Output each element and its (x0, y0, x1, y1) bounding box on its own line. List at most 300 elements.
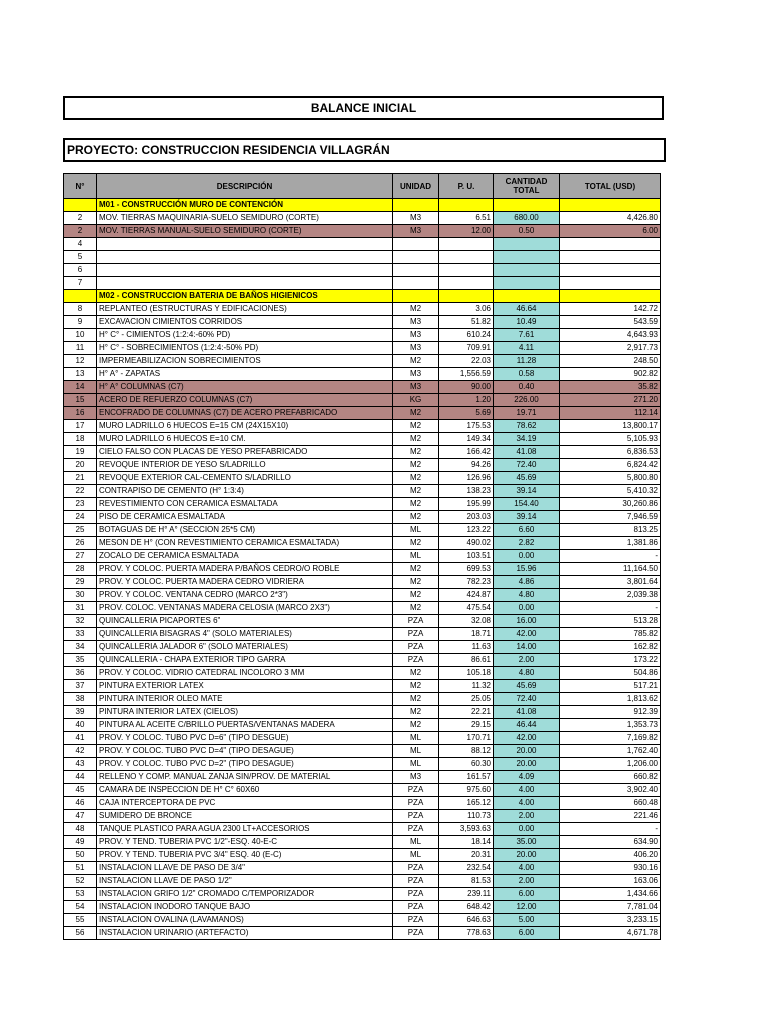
cell-description: QUINCALLERIA JALADOR 6" (SOLO MATERIALES) (97, 641, 393, 654)
cell-unit: M2 (393, 485, 439, 498)
cell-num: 56 (64, 927, 97, 940)
cell-quantity: 72.40 (494, 693, 560, 706)
table-row (64, 719, 661, 732)
cell-total: 3,902.40 (560, 784, 661, 797)
cell-num: 44 (64, 771, 97, 784)
cell-unit (393, 290, 439, 303)
table-row (64, 654, 661, 667)
cell-total: 5,105.93 (560, 433, 661, 446)
header-unit: UNIDAD (393, 174, 439, 199)
cell-total: 912.39 (560, 706, 661, 719)
cell-unit-price: 123.22 (439, 524, 494, 537)
cell-unit: M2 (393, 511, 439, 524)
table-row (64, 368, 661, 381)
header-description: DESCRIPCIÓN (97, 174, 393, 199)
cell-total: 660.48 (560, 797, 661, 810)
cell-description: REPLANTEO (ESTRUCTURAS Y EDIFICACIONES) (97, 303, 393, 316)
table-row (64, 420, 661, 433)
cell-unit-price: 60.30 (439, 758, 494, 771)
cell-unit: M2 (393, 680, 439, 693)
cell-unit-price: 475.54 (439, 602, 494, 615)
cell-total: 6,824.42 (560, 459, 661, 472)
cell-description: RELLENO Y COMP. MANUAL ZANJA SIN/PROV. DE MATERIAL (97, 771, 393, 784)
cell-total: 1,206.00 (560, 758, 661, 771)
cell-num: 28 (64, 563, 97, 576)
cell-quantity: 15.96 (494, 563, 560, 576)
cell-unit: PZA (393, 888, 439, 901)
cell-num: 48 (64, 823, 97, 836)
cell-description: MURO LADRILLO 6 HUECOS E=10 CM. (97, 433, 393, 446)
cell-num: 40 (64, 719, 97, 732)
cell-unit: M2 (393, 446, 439, 459)
cell-total (560, 238, 661, 251)
cell-num: 22 (64, 485, 97, 498)
cell-unit-price: 195.99 (439, 498, 494, 511)
cell-quantity: 45.69 (494, 472, 560, 485)
table-row (64, 355, 661, 368)
cell-num: 2 (64, 225, 97, 238)
cell-unit-price: 22.21 (439, 706, 494, 719)
table-row (64, 797, 661, 810)
cell-description: REVOQUE INTERIOR DE YESO S/LADRILLO (97, 459, 393, 472)
cell-num: 24 (64, 511, 97, 524)
table-row (64, 264, 661, 277)
cell-description: PROV. Y COLOC. VENTANA CEDRO (MARCO 2*3") (97, 589, 393, 602)
cell-total: 6,836.53 (560, 446, 661, 459)
cell-description: PROV. Y COLOC. PUERTA MADERA CEDRO VIDRIERA (97, 576, 393, 589)
cell-description: INSTALACION OVALINA (LAVAMANOS) (97, 914, 393, 927)
cell-total: 30,260.86 (560, 498, 661, 511)
cell-total: 7,946.59 (560, 511, 661, 524)
cell-description: IMPERMEABILIZACION SOBRECIMIENTOS (97, 355, 393, 368)
cell-quantity: 7.61 (494, 329, 560, 342)
cell-quantity: 20.00 (494, 745, 560, 758)
cell-unit: PZA (393, 628, 439, 641)
table-row (64, 589, 661, 602)
cell-unit-price: 1.20 (439, 394, 494, 407)
cell-total: 2,039.38 (560, 589, 661, 602)
cell-unit-price: 25.05 (439, 693, 494, 706)
cell-total: 504.86 (560, 667, 661, 680)
cell-num: 45 (64, 784, 97, 797)
cell-description: EXCAVACION CIMIENTOS CORRIDOS (97, 316, 393, 329)
cell-num: 11 (64, 342, 97, 355)
cell-description: PROV. Y COLOC. TUBO PVC D=2" (TIPO DESAGUE) (97, 758, 393, 771)
table-row (64, 771, 661, 784)
table-row (64, 680, 661, 693)
cell-total: 3,801.64 (560, 576, 661, 589)
cell-num: 53 (64, 888, 97, 901)
cell-total: 1,434.66 (560, 888, 661, 901)
cell-unit-price (439, 238, 494, 251)
cell-unit-price: 88.12 (439, 745, 494, 758)
cell-quantity: 6.00 (494, 888, 560, 901)
cell-num: 16 (64, 407, 97, 420)
cell-unit-price: 1,556.59 (439, 368, 494, 381)
cell-quantity: 42.00 (494, 732, 560, 745)
cell-description: PISO DE CERAMICA ESMALTADA (97, 511, 393, 524)
cell-quantity: 14.00 (494, 641, 560, 654)
cell-unit-price: 20.31 (439, 849, 494, 862)
table-row (64, 342, 661, 355)
cell-total: 1,813.62 (560, 693, 661, 706)
cell-quantity: 11.28 (494, 355, 560, 368)
cell-total: 2,917.73 (560, 342, 661, 355)
table-row (64, 303, 661, 316)
table-row (64, 394, 661, 407)
table-row (64, 901, 661, 914)
table-row (64, 602, 661, 615)
cell-total (560, 251, 661, 264)
table-row (64, 316, 661, 329)
table-row (64, 927, 661, 940)
cell-num: 42 (64, 745, 97, 758)
cell-quantity: 41.08 (494, 446, 560, 459)
cell-total: 11,164.50 (560, 563, 661, 576)
cell-description: PROV. Y COLOC. TUBO PVC D=6" (TIPO DESGUE) (97, 732, 393, 745)
header-unit-price: P. U. (439, 174, 494, 199)
cell-unit-price (439, 290, 494, 303)
cell-num: 13 (64, 368, 97, 381)
cell-description: PINTURA INTERIOR LATEX (CIELOS) (97, 706, 393, 719)
cell-description: H° C° - SOBRECIMIENTOS (1:2:4:-50% PD) (97, 342, 393, 355)
cell-total: 513.28 (560, 615, 661, 628)
table-row (64, 498, 661, 511)
cell-description: QUINCALLERIA PICAPORTES 6" (97, 615, 393, 628)
cell-quantity: 2.00 (494, 810, 560, 823)
cell-quantity: 39.14 (494, 511, 560, 524)
cell-unit-price: 149.34 (439, 433, 494, 446)
cell-unit: PZA (393, 797, 439, 810)
cell-unit: PZA (393, 615, 439, 628)
table-row (64, 524, 661, 537)
cell-quantity: 680.00 (494, 212, 560, 225)
section-row (64, 290, 661, 303)
cell-unit: M2 (393, 602, 439, 615)
cell-num: 50 (64, 849, 97, 862)
cell-num: 55 (64, 914, 97, 927)
cell-num: 18 (64, 433, 97, 446)
cell-unit-price: 81.53 (439, 875, 494, 888)
cell-description: ACERO DE REFUERZO COLUMNAS (C7) (97, 394, 393, 407)
cell-total: 7,781.04 (560, 901, 661, 914)
cell-num (64, 199, 97, 212)
cell-unit-price: 29.15 (439, 719, 494, 732)
cell-unit-price: 424.87 (439, 589, 494, 602)
cell-quantity: 0.00 (494, 823, 560, 836)
header-num: N° (64, 174, 97, 199)
cell-quantity: 4.00 (494, 862, 560, 875)
cell-unit: M3 (393, 316, 439, 329)
cell-unit: PZA (393, 784, 439, 797)
cell-quantity: 0.00 (494, 550, 560, 563)
cell-description: PINTURA EXTERIOR LATEX (97, 680, 393, 693)
cell-unit: M3 (393, 368, 439, 381)
cell-unit: M2 (393, 537, 439, 550)
cell-description: PROV. Y COLOC. PUERTA MADERA P/BAÑOS CEDRO/O ROBLE (97, 563, 393, 576)
cell-unit-price: 3.06 (439, 303, 494, 316)
cell-unit-price: 12.00 (439, 225, 494, 238)
table-row (64, 576, 661, 589)
cell-num: 2 (64, 212, 97, 225)
cell-description (97, 238, 393, 251)
cell-description: CAMARA DE INSPECCION DE H° C° 60X60 (97, 784, 393, 797)
cell-quantity: 10.49 (494, 316, 560, 329)
table-row (64, 225, 661, 238)
cell-quantity: 226.00 (494, 394, 560, 407)
cell-unit: M2 (393, 719, 439, 732)
cell-num: 23 (64, 498, 97, 511)
cell-total: - (560, 602, 661, 615)
table-row (64, 836, 661, 849)
cell-unit: M2 (393, 459, 439, 472)
cell-total: 6.00 (560, 225, 661, 238)
cell-total: 517.21 (560, 680, 661, 693)
cell-unit-price: 165.12 (439, 797, 494, 810)
cell-unit: M2 (393, 589, 439, 602)
cell-description: M01 - CONSTRUCCIÓN MURO DE CONTENCIÓN (97, 199, 393, 212)
cell-total: 813.25 (560, 524, 661, 537)
cell-description: MOV. TIERRAS MAQUINARIA-SUELO SEMIDURO (CORTE) (97, 212, 393, 225)
cell-quantity (494, 277, 560, 290)
cell-unit: M2 (393, 303, 439, 316)
cell-num: 21 (64, 472, 97, 485)
table-header-row (64, 174, 661, 199)
cell-description: M02 - CONSTRUCCION BATERIA DE BAÑOS HIGIENICOS (97, 290, 393, 303)
cell-total: 5,800.80 (560, 472, 661, 485)
cell-num: 51 (64, 862, 97, 875)
cell-unit-price: 3,593.63 (439, 823, 494, 836)
cell-description: TANQUE PLASTICO PARA AGUA 2300 LT+ACCESORIOS (97, 823, 393, 836)
cell-unit: M2 (393, 693, 439, 706)
cell-total: 248.50 (560, 355, 661, 368)
cell-unit (393, 238, 439, 251)
cell-unit-price: 166.42 (439, 446, 494, 459)
cell-total: 1,353.73 (560, 719, 661, 732)
cell-unit: M2 (393, 563, 439, 576)
cell-unit-price: 18.71 (439, 628, 494, 641)
cell-description: PINTURA INTERIOR OLEO MATE (97, 693, 393, 706)
table-row (64, 277, 661, 290)
cell-total: 173.22 (560, 654, 661, 667)
cell-quantity: 39.14 (494, 485, 560, 498)
cell-description: PROV. Y TEND. TUBERIA PVC 1/2"-ESQ. 40-E-C (97, 836, 393, 849)
cell-quantity: 78.62 (494, 420, 560, 433)
cell-num: 14 (64, 381, 97, 394)
cell-total: 5,410.32 (560, 485, 661, 498)
cell-quantity: 2.00 (494, 875, 560, 888)
cell-unit: PZA (393, 641, 439, 654)
cell-num: 29 (64, 576, 97, 589)
cell-description: MOV. TIERRAS MANUAL-SUELO SEMIDURO (CORTE) (97, 225, 393, 238)
cell-unit: M2 (393, 420, 439, 433)
cell-quantity: 16.00 (494, 615, 560, 628)
cell-description: CAJA INTERCEPTORA DE PVC (97, 797, 393, 810)
cell-num: 20 (64, 459, 97, 472)
cell-unit-price: 32.08 (439, 615, 494, 628)
cell-unit-price (439, 277, 494, 290)
cell-unit-price: 18.14 (439, 836, 494, 849)
cell-unit (393, 277, 439, 290)
cell-unit: PZA (393, 875, 439, 888)
section-row (64, 199, 661, 212)
cell-unit: M3 (393, 225, 439, 238)
cell-unit: M2 (393, 706, 439, 719)
cell-unit: M2 (393, 407, 439, 420)
table-row (64, 784, 661, 797)
table-row (64, 615, 661, 628)
cell-num (64, 290, 97, 303)
cell-quantity: 42.00 (494, 628, 560, 641)
cell-unit: PZA (393, 862, 439, 875)
table-row (64, 862, 661, 875)
cell-num: 33 (64, 628, 97, 641)
cell-unit-price: 709.91 (439, 342, 494, 355)
cell-total: 660.82 (560, 771, 661, 784)
cell-num: 35 (64, 654, 97, 667)
cell-quantity: 4.86 (494, 576, 560, 589)
cell-description: PROV. Y COLOC. VIDRIO CATEDRAL INCOLORO 3 MM (97, 667, 393, 680)
cell-unit: PZA (393, 810, 439, 823)
cell-unit: M2 (393, 498, 439, 511)
cell-description: ZOCALO DE CERAMICA ESMALTADA (97, 550, 393, 563)
cell-total: 543.59 (560, 316, 661, 329)
cell-unit: M3 (393, 329, 439, 342)
cell-unit: PZA (393, 927, 439, 940)
cell-quantity: 19.71 (494, 407, 560, 420)
table-row (64, 641, 661, 654)
cell-unit-price: 975.60 (439, 784, 494, 797)
cell-unit-price: 94.26 (439, 459, 494, 472)
table-row (64, 888, 661, 901)
table-row (64, 875, 661, 888)
cell-unit-price: 175.53 (439, 420, 494, 433)
cell-num: 37 (64, 680, 97, 693)
cell-unit-price: 232.54 (439, 862, 494, 875)
cell-num: 52 (64, 875, 97, 888)
cell-unit-price: 170.71 (439, 732, 494, 745)
document-title: BALANCE INICIAL (63, 96, 664, 120)
cell-description: H° C° - CIMIENTOS (1:2:4:-60% PD) (97, 329, 393, 342)
table-row (64, 693, 661, 706)
cell-quantity: 0.58 (494, 368, 560, 381)
cell-num: 38 (64, 693, 97, 706)
cell-description: ENCOFRADO DE COLUMNAS (C7) DE ACERO PREFABRICADO (97, 407, 393, 420)
cell-quantity: 45.69 (494, 680, 560, 693)
cell-unit-price: 11.63 (439, 641, 494, 654)
table-row (64, 758, 661, 771)
table-row (64, 472, 661, 485)
cell-total: 4,643.93 (560, 329, 661, 342)
cell-num: 27 (64, 550, 97, 563)
cell-num: 49 (64, 836, 97, 849)
cell-quantity: 4.80 (494, 589, 560, 602)
cell-unit: ML (393, 758, 439, 771)
cell-quantity: 12.00 (494, 901, 560, 914)
cell-quantity: 4.00 (494, 797, 560, 810)
cell-unit: M3 (393, 212, 439, 225)
cell-unit-price: 110.73 (439, 810, 494, 823)
cell-total: 406.20 (560, 849, 661, 862)
cell-quantity: 34.19 (494, 433, 560, 446)
cell-num: 31 (64, 602, 97, 615)
cell-quantity: 72.40 (494, 459, 560, 472)
cell-quantity (494, 290, 560, 303)
cell-quantity: 4.11 (494, 342, 560, 355)
cell-unit-price: 610.24 (439, 329, 494, 342)
cell-description: H° A° COLUMNAS (C7) (97, 381, 393, 394)
cell-unit: KG (393, 394, 439, 407)
cell-quantity: 6.60 (494, 524, 560, 537)
cell-total: 785.82 (560, 628, 661, 641)
cell-num: 17 (64, 420, 97, 433)
cell-description (97, 264, 393, 277)
cell-quantity: 0.40 (494, 381, 560, 394)
cell-total: 1,381.86 (560, 537, 661, 550)
cell-unit-price: 490.02 (439, 537, 494, 550)
cell-unit: M3 (393, 771, 439, 784)
cell-description: PINTURA AL ACEITE C/BRILLO PUERTAS/VENTANAS MADERA (97, 719, 393, 732)
header-total: TOTAL (USD) (560, 174, 661, 199)
cell-quantity: 41.08 (494, 706, 560, 719)
table-row (64, 433, 661, 446)
cell-total: 930.16 (560, 862, 661, 875)
cell-total: 35.82 (560, 381, 661, 394)
cell-unit: ML (393, 550, 439, 563)
cell-unit-price: 646.63 (439, 914, 494, 927)
cell-num: 26 (64, 537, 97, 550)
cell-total: 162.82 (560, 641, 661, 654)
cell-total: 271.20 (560, 394, 661, 407)
cell-unit-price (439, 264, 494, 277)
table-row (64, 849, 661, 862)
cell-unit: ML (393, 524, 439, 537)
table-row (64, 381, 661, 394)
cell-unit-price: 138.23 (439, 485, 494, 498)
cell-num: 30 (64, 589, 97, 602)
cell-total: 4,426.80 (560, 212, 661, 225)
cell-total: 112.14 (560, 407, 661, 420)
cell-unit: PZA (393, 654, 439, 667)
cell-total (560, 264, 661, 277)
table-row (64, 563, 661, 576)
cell-num: 32 (64, 615, 97, 628)
cell-num: 46 (64, 797, 97, 810)
cell-unit-price: 239.11 (439, 888, 494, 901)
cell-total: 221.46 (560, 810, 661, 823)
cell-unit-price: 5.69 (439, 407, 494, 420)
cell-unit: PZA (393, 914, 439, 927)
project-title: PROYECTO: CONSTRUCCION RESIDENCIA VILLAGRÁN (63, 138, 666, 162)
cell-total: 1,762.40 (560, 745, 661, 758)
cell-quantity: 2.00 (494, 654, 560, 667)
cell-quantity: 20.00 (494, 849, 560, 862)
table-row (64, 667, 661, 680)
cell-description: INSTALACION GRIFO 1/2" CROMADO C/TEMPORIZADOR (97, 888, 393, 901)
cell-total: 3,233.15 (560, 914, 661, 927)
table-row (64, 628, 661, 641)
cell-description: MESON DE H° (CON REVESTIMIENTO CERAMICA ESMALTADA) (97, 537, 393, 550)
cell-unit-price: 782.23 (439, 576, 494, 589)
cell-description: INSTALACION LLAVE DE PASO 1/2" (97, 875, 393, 888)
table-row (64, 238, 661, 251)
cell-num: 7 (64, 277, 97, 290)
cell-num: 54 (64, 901, 97, 914)
cell-quantity: 6.00 (494, 927, 560, 940)
table-row (64, 251, 661, 264)
cell-num: 41 (64, 732, 97, 745)
cell-total: 13,800.17 (560, 420, 661, 433)
